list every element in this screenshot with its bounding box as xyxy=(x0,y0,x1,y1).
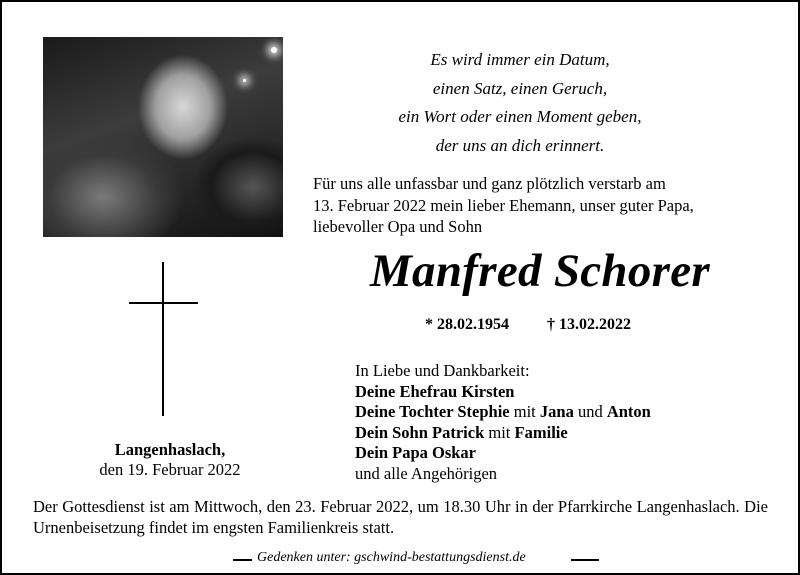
mourner-son-family: Familie xyxy=(514,422,568,442)
place-name: Langenhaslach, xyxy=(114,440,226,459)
mourner-grandchild: Anton xyxy=(606,402,651,421)
announcement-line: Für uns alle unfassbar und ganz plötzlich verstarb am xyxy=(313,174,666,193)
mourners-intro: In Liebe und Dankbarkeit: xyxy=(355,361,530,380)
connector-text: mit xyxy=(488,422,511,442)
life-dates xyxy=(425,316,631,334)
deceased-name: Manfred Schorer xyxy=(369,245,711,297)
mourner-wife: Deine Ehefrau Kirsten xyxy=(355,381,515,401)
announcement-line: liebevoller Opa und Sohn xyxy=(313,217,483,236)
light-glare xyxy=(243,79,246,82)
birth-date: * 28.02.1954 xyxy=(425,316,509,333)
mourner-son: Dein Sohn Patrick xyxy=(355,422,485,442)
announcement-line: 13. Februar 2022 mein lieber Ehemann, unser guter Papa, xyxy=(313,195,694,215)
footer-rule xyxy=(233,559,252,561)
mourners-list xyxy=(355,361,775,484)
poem-line: einen Satz, einen Geruch, xyxy=(432,78,608,98)
poem-line: ein Wort oder einen Moment geben, xyxy=(398,107,642,126)
connector-text: mit xyxy=(513,402,536,421)
cross-icon xyxy=(129,302,198,304)
poem-line: Es wird immer ein Datum, xyxy=(430,50,610,69)
mourner-daughter: Deine Tochter Stephie xyxy=(355,402,510,421)
death-announcement xyxy=(313,173,783,238)
connector-text: und xyxy=(577,402,603,421)
mourner-relatives: und alle Angehörigen xyxy=(355,463,498,483)
death-date: † 13.02.2022 xyxy=(547,316,631,333)
poem-line: der uns an dich erinnert. xyxy=(435,135,605,155)
place-and-date xyxy=(70,440,270,480)
memorial-poem xyxy=(355,46,685,160)
mourner-father: Dein Papa Oskar xyxy=(355,443,477,462)
portrait-photo xyxy=(43,37,283,237)
mourner-grandchild: Jana xyxy=(539,402,574,421)
cross-icon xyxy=(162,262,164,416)
footer-rule xyxy=(571,559,599,561)
service-info: Der Gottesdienst ist am Mittwoch, den 23. Februar 2022, um 18.30 Uhr in der Pfarrkirche Langenhaslach. Die Urnenbeisetzung findet im engsten Familienkreis statt. xyxy=(33,497,768,537)
memorial-website[interactable]: Gedenken unter: gschwind-bestattungsdienst.de xyxy=(257,550,526,565)
light-glare xyxy=(271,47,277,53)
notice-date: den 19. Februar 2022 xyxy=(99,460,241,479)
